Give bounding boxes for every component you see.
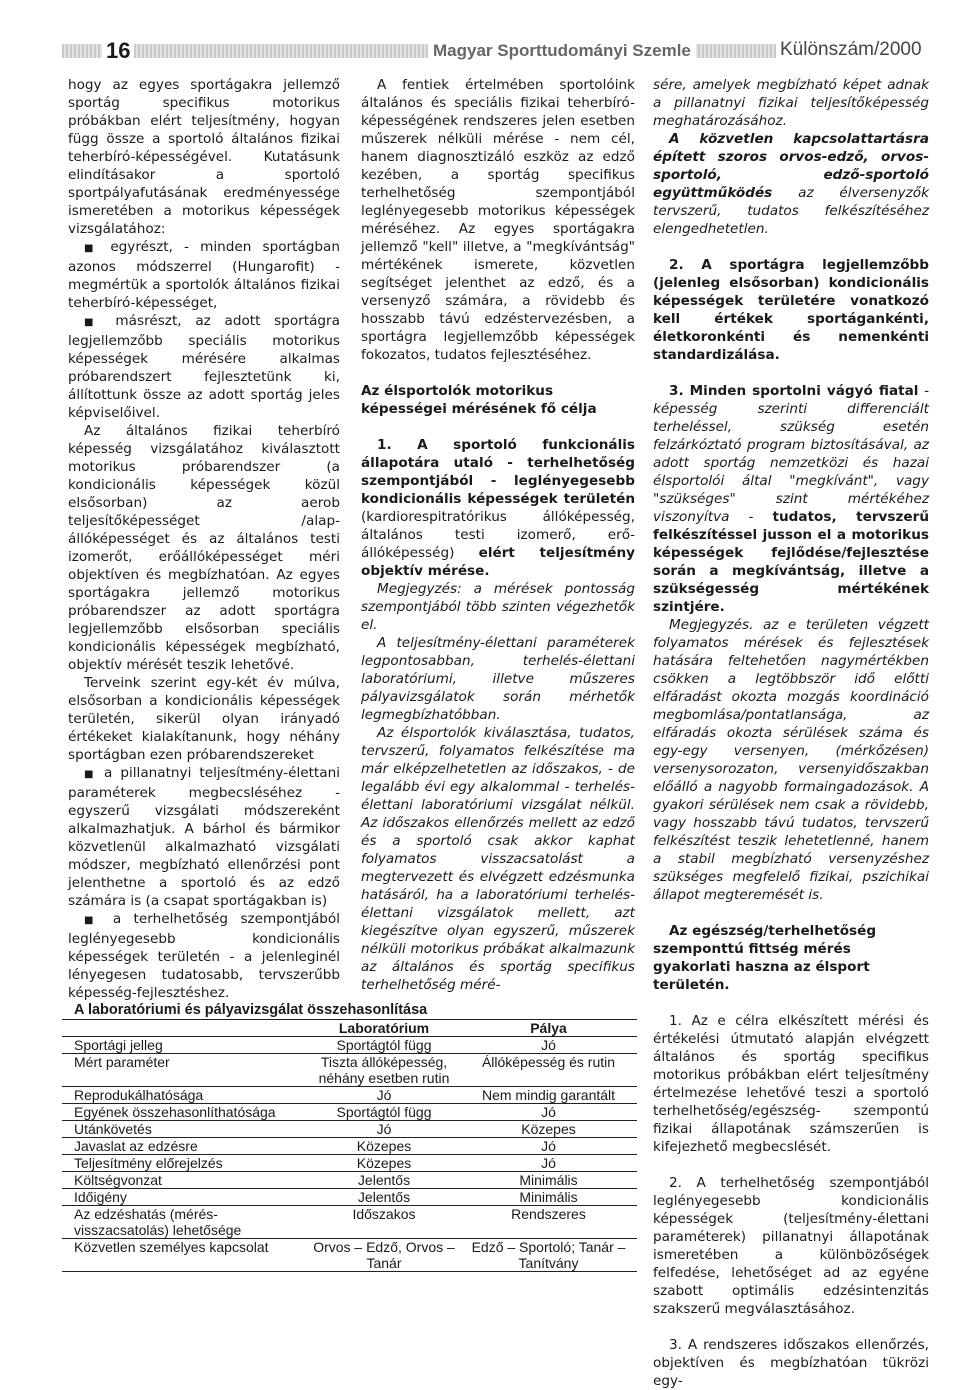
comparison-table: [62, 1002, 637, 1272]
page-header: [62, 38, 922, 64]
table-cell: Jó: [308, 1121, 460, 1138]
table-cell: Közvetlen személyes kapcsolat: [62, 1239, 308, 1272]
paragraph: [653, 130, 929, 238]
goal-bold-end: elért teljesítmény objektív mérése.: [361, 545, 635, 579]
table-cell: Reprodukálhatósága: [62, 1087, 308, 1104]
bullet-item: ■ egyrészt, - minden sportágban azonos módszerrel (Hungarofit) - megmértük a sportolók általános fizikai teherbíró-képességet,: [68, 238, 340, 312]
table-cell: Jó: [460, 1138, 637, 1155]
bullet-item: ■ másrészt, az adott sportágra legjellemzőbb speciális motorikus képességek mérésére alkalmas próbarendszert fejlesztetünk ki, állítottunk össze az adott sportág jeles képviselőivel.: [68, 312, 340, 422]
table-row: [62, 1172, 637, 1189]
numbered-goal: [361, 436, 635, 580]
bullet-item: ■ a pillanatnyi teljesítmény-élettani paraméterek megbecsléséhez - egyszerű vizsgálati módszereként alkalmazhatjuk. A bárhol és bármikor közvetlenül alkalmazható vizsgálati módszer, megbízható ellenőrzési pont jelenthetne a sportoló és az edző számára is (a csapat sportágakban is): [68, 764, 340, 910]
table-row: [62, 1155, 637, 1172]
paragraph: Az általános fizikai teherbíró képesség vizsgálatához kiválasztott motorikus próbarendszer (a kondicionális képességek közül elsősorban) az aerob teljesítőképességet /alap-állóképességet és az általános testi izomerőt, erőállóképességet méri objektíven és megbízhatóan. Az egyes sportágakra jellemző motorikus próbarendszer az adott sportágra legjellemzőbb elsősorban speciális kondicionális képességek megbízható, objektív mérését teszik lehetővé.: [68, 423, 340, 673]
table-row: [62, 1037, 637, 1054]
section-heading: Az egészség/terhelhetőség szemponttú fittség mérés gyakorlati haszna az élsport területén.: [653, 923, 877, 993]
table-cell: Az edzéshatás (mérés-visszacsatolás) lehetősége: [62, 1206, 308, 1239]
table-cell: Jó: [460, 1104, 637, 1121]
table-cell: Jelentős: [308, 1189, 460, 1206]
table-row: [62, 1239, 637, 1272]
table-cell: Egyének összehasonlíthatósága: [62, 1104, 308, 1121]
table-cell: Teljesítmény előrejelzés: [62, 1155, 308, 1172]
table-cell: Nem mindig garantált: [460, 1087, 637, 1104]
table-cell: Közepes: [308, 1138, 460, 1155]
column-left: [68, 76, 340, 1002]
table-cell: Közepes: [460, 1121, 637, 1138]
list-item: 2. A terhelhetőség szempontjából leglényegesebb kondicionális képességek (teljesítmény-élettani paraméterek) pillanatnyi állapotának ismeretében a különbözőségek felfedése, lehetőséget ad az egyéne szabott optimális edzésintenzitás szakszerű megválasztásához.: [653, 1175, 929, 1317]
header-cell: Laboratórium: [308, 1020, 460, 1037]
table-cell: Költségvonzat: [62, 1172, 308, 1189]
numbered-goal: 2. A sportágra legjellemzőbb (jelenleg elsősorban) kondicionális képességek területére vonatkozó kell értékek sportágankénti, életkoronkénti és nemenkénti standardizálása.: [653, 257, 929, 363]
numbered-goal: [653, 382, 929, 616]
table-header-row: [62, 1020, 637, 1037]
table-row: [62, 1087, 637, 1104]
header-cell: [62, 1020, 308, 1037]
table-cell: Sportágtól függ: [308, 1037, 460, 1054]
table-cell: Jelentős: [308, 1172, 460, 1189]
goal-bold-end: tudatos, tervszerű felkészítéssel jusson el a motorikus képességek fejlődése/fejlesztése során a megkívántság, illetve a szükségesség mértékének szintjére.: [653, 509, 929, 615]
column-right: [653, 76, 929, 1390]
paragraph: Terveink szerint egy-két év múlva, elsősorban a kondicionális képességek területén, sikerül olyan irányadó értékeket kialakítanunk, hogy néhány sportágban ezen próbarendszereket: [68, 675, 340, 763]
table-cell: Időigény: [62, 1189, 308, 1206]
table-row: [62, 1138, 637, 1155]
table-cell: Jó: [460, 1037, 637, 1054]
table-cell: Orvos – Edző, Orvos – Tanár: [308, 1239, 460, 1272]
table-cell: Javaslat az edzésre: [62, 1138, 308, 1155]
table-cell: Utánkövetés: [62, 1121, 308, 1138]
table-row: [62, 1104, 637, 1121]
journal-title: Magyar Sporttudományi Szemle: [428, 41, 696, 61]
section-heading: Az élsportolók motorikus képességei mérésének fő célja: [361, 383, 597, 417]
table-cell: Tiszta állóképesség, néhány esetben rutin: [308, 1054, 460, 1087]
note: Megjegyzés. az e területen végzett folyamatos mérések és fejlesztések hatására feltehetően nagymértékben csökken a legtöbbször idő előtti elfáradást okozta mozgás koordináció megbomlása/pontatlansága, az elfáradás okozta sérülések száma és egy-egy versenyen, (mérkőzésen) versenysorozaton, versenyidőszakban előálló a nagyobb formaingadozások. A gyakori sérülések nem csak a rövidebb, vagy hosszabb távú tudatos, tervszerű felkészítést teszik lehetetlenné, hanem a stabil megbízható versenyzéshez szükséges megfelelő fizikai, pszichikai állapot megteremését is.: [653, 617, 929, 903]
table-cell: Állóképesség és rutin: [460, 1054, 637, 1087]
paragraph: hogy az egyes sportágakra jellemző sportág specifikus motorikus próbákban elért teljesítmény, hogyan függ össze a sportoló általános fizikai teherbíró-képességével. Kutatásunk elindításakor a sportoló sportpályafutásának eredményessége ismeretében a motorikus képességek vizsgálatához:: [68, 77, 340, 237]
paragraph: Az élsportolók kiválasztása, tudatos, tervszerű, folyamatos felkészítése ma már elképzelhetetlen az időszakos, - de legalább évi egy alkalommal - terhelés-élettani laboratóriumi vizsgálat nélkül. Az időszakos ellenőrzés mellett az edző és a sportoló csak akkor kaphat folyamatos visszacsatolást a megtervezett és elvégzett edzésmunka hatásáról, ha a laboratóriumi terhelés-élettani vizsgálatok mellett, azt kiegészítve olyan egyszerű, műszerek nélküli motorikus próbákat alkalmazunk az általános és sportág specifikus terhelhetőség méré-: [361, 725, 635, 993]
list-item: 3. A rendszeres időszakos ellenőrzés, objektíven és megbízhatóan tükrözi egy-: [653, 1337, 929, 1389]
bullet-item: ■ a terhelhetőség szempontjából leglényegesebb kondicionális képességek területén - a jelenleginél lényegesen tudatosabb, tervszerűbb képesség-fejlesztéshez.: [68, 910, 340, 1002]
goal-text: (kardiorespitratórikus állóképesség, általános testi izomerő, erő-állóképesség): [361, 509, 635, 561]
column-middle: [361, 76, 635, 994]
table-cell: Rendszeres: [460, 1206, 637, 1239]
table-row: [62, 1054, 637, 1087]
table-cell: Mért paraméter: [62, 1054, 308, 1087]
table-cell: Időszakos: [308, 1206, 460, 1239]
table-cell: Közepes: [308, 1155, 460, 1172]
table-cell: Minimális: [460, 1172, 637, 1189]
table-row: [62, 1189, 637, 1206]
goal-text: - képesség szerinti differenciált terheléssel, szükség esetén felzárkóztató program biztosításával, az adott sportág nemzetközi és hazai élsportolói által "megkívánt", vagy "szükséges" szint mértékéhez viszonyítva -: [653, 383, 929, 525]
note: Megjegyzés: a mérések pontosság szempontjából több szinten végezhetők el.: [361, 581, 635, 633]
table-row: [62, 1121, 637, 1138]
header-cell: Pálya: [460, 1020, 637, 1037]
list-item: 1. Az e célra elkészített mérési és értékelési útmutató alapján elvégzett általános és sportág specifikus motorikus próbákban elért teljesítmény értelmezése lehetővé teszi a sportoló terhelhetőség/egészség- szempontú fizikai állapotának számszerűen is kifejezhető megbecslését.: [653, 1013, 929, 1155]
table-cell: Sportági jelleg: [62, 1037, 308, 1054]
table-cell: Jó: [308, 1087, 460, 1104]
table-cell: Sportágtól függ: [308, 1104, 460, 1121]
paragraph: A teljesítmény-élettani paraméterek legpontosabban, terhelés-élettani laboratóriumi, illetve műszeres pályavizsgálatok során mérhetők legmegbízhatóbban.: [361, 635, 635, 723]
table-cell: Jó: [460, 1155, 637, 1172]
issue-label: Különszám/2000: [776, 39, 926, 61]
page-number: 16: [102, 38, 134, 64]
goal-bold: 3. Minden sportolni vágyó fiatal: [669, 383, 919, 399]
paragraph: A fentiek értelmében sportolóink általános és speciális fizikai teherbíró-képességének rendszeres jelen esetben műszerek nélküli mérése - nem cél, hanem diagnosztizáló eszköz az edző kezében, a sportág specifikus terhelhetőség szempontjából leglényegesebb motorikus képességek méréséhez. Az egyes sportágakra jellemző "kell" illetve, a "megkívántság" mértékének ismerete, közvetlen segítséget jelenthet az edző, és a versenyző számára, a rövidebb és hosszabb távú edzéstervezésben, a sportágra legjellemzőbb képességek fokozatos, tudatos fejlesztéséhez.: [361, 77, 635, 363]
table-grid: [62, 1020, 637, 1272]
emphasis: A közvetlen kapcsolattartásra épített szoros orvos-edző, orvos- sportoló, edző-sportoló együttműködés: [653, 131, 929, 201]
table-row: [62, 1206, 637, 1239]
table-cell: Edző – Sportoló; Tanár – Tanítvány: [460, 1239, 637, 1272]
paragraph: sére, amelyek megbízható képet adnak a pillanatnyi fizikai teljesítőképesség meghatározásához.: [653, 77, 929, 129]
table-title: A laboratóriumi és pályavizsgálat összehasonlítása: [62, 1002, 637, 1020]
table-cell: Minimális: [460, 1189, 637, 1206]
goal-bold: 1. A sportoló funkcionális állapotára utaló - terhelhetőség szempontjából - leglényegesebb kondicionális képességek területén: [361, 437, 635, 507]
paragraph-text: az élversenyzők tervszerű, tudatos felkészítéséhez elengedhetetlen.: [653, 185, 929, 237]
